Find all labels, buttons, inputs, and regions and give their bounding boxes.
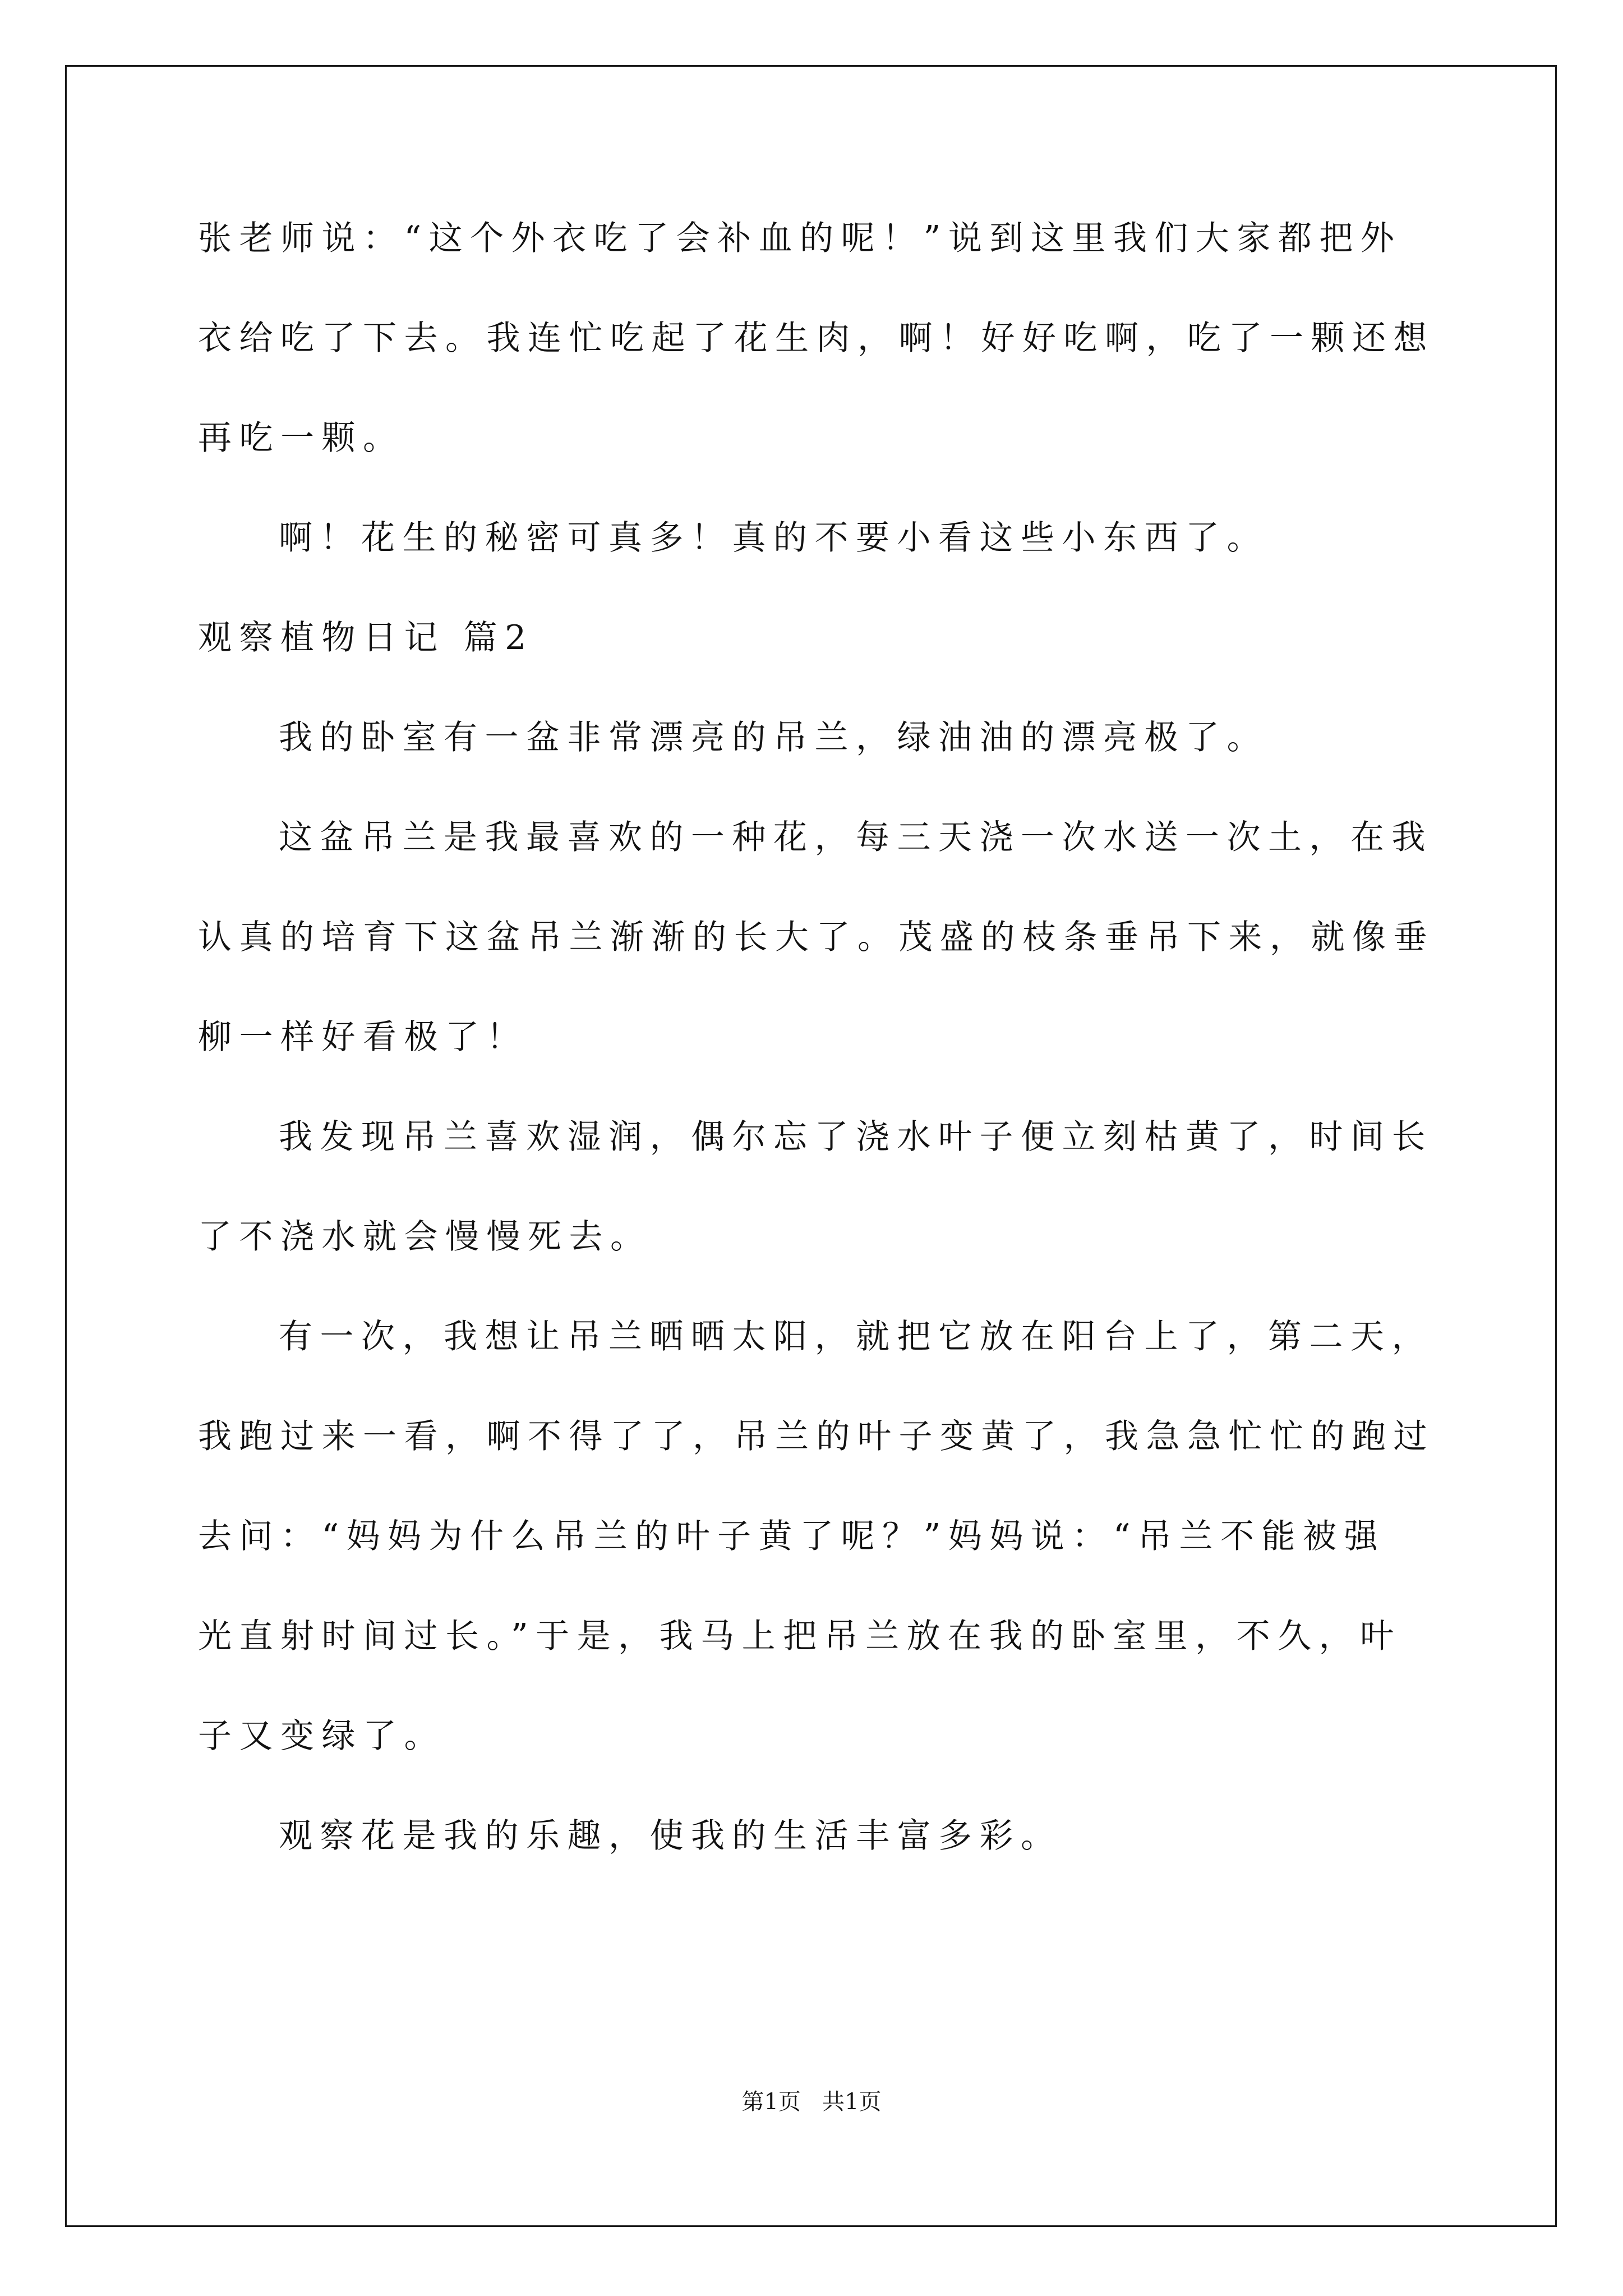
- paragraph-5-line-1: 我发现吊兰喜欢湿润，偶尔忘了浇水叶子便立刻枯黄了，时间长: [279, 1117, 1433, 1157]
- paragraph-6-line-2: 我跑过来一看，啊不得了了，吊兰的叶子变黄了，我急急忙忙的跑过: [198, 1417, 1435, 1456]
- paragraph-4-line-1: 这盆吊兰是我最喜欢的一种花，每三天浇一次水送一次土，在我: [279, 818, 1433, 857]
- paragraph-6-line-5: 子又变绿了。: [198, 1717, 445, 1756]
- paragraph-1-line-1: 张老师说：“这个外衣吃了会补血的呢！”说到这里我们大家都把外: [198, 219, 1402, 258]
- section-heading: 观察植物日记 篇2: [198, 618, 534, 657]
- paragraph-2: 啊！花生的秘密可真多！真的不要小看这些小东西了。: [279, 518, 1268, 558]
- paragraph-6-line-3: 去问：“妈妈为什么吊兰的叶子黄了呢？”妈妈说：“吊兰不能被强: [198, 1517, 1386, 1556]
- paragraph-5-line-2: 了不浇水就会慢慢死去。: [198, 1217, 652, 1257]
- paragraph-3: 我的卧室有一盆非常漂亮的吊兰，绿油油的漂亮极了。: [279, 718, 1268, 757]
- paragraph-6-line-1: 有一次，我想让吊兰晒晒太阳，就把它放在阳台上了，第二天，: [279, 1317, 1433, 1356]
- paragraph-4-line-2: 认真的培育下这盆吊兰渐渐的长大了。茂盛的枝条垂吊下来，就像垂: [198, 918, 1435, 957]
- paragraph-4-line-3: 柳一样好看极了！: [198, 1018, 528, 1057]
- paragraph-6-line-4: 光直射时间过长。”于是，我马上把吊兰放在我的卧室里，不久，叶: [198, 1617, 1401, 1656]
- paragraph-1-line-2: 衣给吃了下去。我连忙吃起了花生肉，啊！好好吃啊，吃了一颗还想: [198, 319, 1435, 358]
- page-footer: 第1页 共1页: [741, 2089, 882, 2115]
- paragraph-7: 观察花是我的乐趣，使我的生活丰富多彩。: [279, 1816, 1062, 1856]
- paragraph-1-line-3: 再吃一颗。: [198, 418, 404, 458]
- document-body: [198, 216, 1435, 1858]
